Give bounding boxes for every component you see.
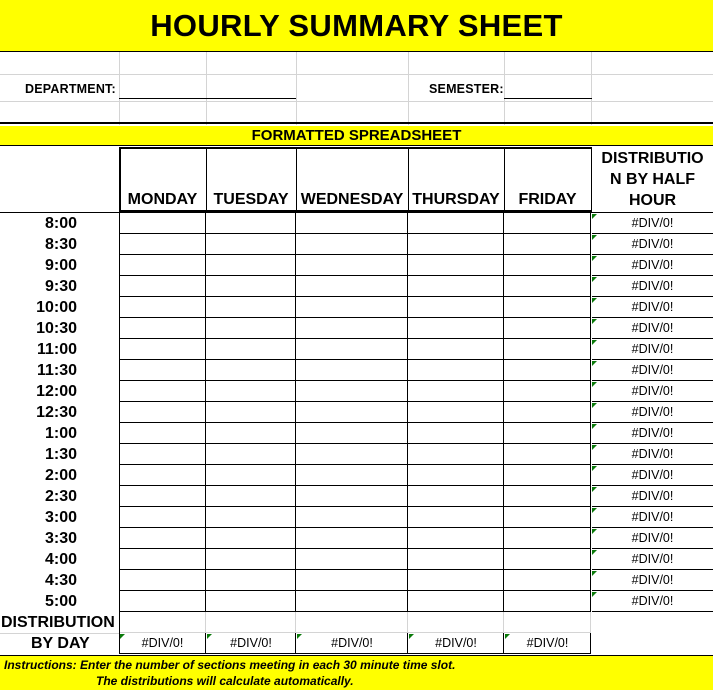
entry-cell-tuesday[interactable] — [206, 234, 296, 255]
time-label: 10:00 — [36, 299, 77, 316]
entry-cell-thursday[interactable] — [408, 255, 504, 276]
entry-cell-thursday[interactable] — [408, 444, 504, 465]
entry-cell-tuesday[interactable] — [206, 528, 296, 549]
entry-cell-thursday[interactable] — [408, 276, 504, 297]
time-label: 10:30 — [36, 320, 77, 337]
distribution-by-day-label-1: DISTRIBUTION — [1, 614, 115, 631]
entry-cell-thursday[interactable] — [408, 570, 504, 591]
entry-cell-thursday[interactable] — [408, 465, 504, 486]
distribution-by-day-label-2: BY DAY — [31, 635, 90, 652]
entry-cell-monday[interactable] — [119, 465, 206, 486]
department-label: DEPARTMENT: — [25, 82, 116, 96]
entry-cell-monday[interactable] — [119, 255, 206, 276]
instructions-band — [0, 655, 713, 690]
entry-cell-thursday[interactable] — [408, 591, 504, 612]
entry-cell-tuesday[interactable] — [206, 318, 296, 339]
entry-cell-tuesday[interactable] — [206, 276, 296, 297]
entry-cell-friday[interactable] — [504, 402, 591, 423]
entry-cell-monday[interactable] — [119, 507, 206, 528]
half-hour-distribution-value: #DIV/0! — [631, 300, 674, 314]
entry-cell-thursday[interactable] — [408, 423, 504, 444]
entry-cell-tuesday[interactable] — [206, 213, 296, 234]
entry-cell-friday[interactable] — [504, 339, 591, 360]
entry-cell-monday[interactable] — [119, 213, 206, 234]
entry-cell-wednesday[interactable] — [296, 381, 408, 402]
half-hour-distribution-value: #DIV/0! — [631, 552, 674, 566]
entry-cell-monday[interactable] — [119, 297, 206, 318]
sheet-title: HOURLY SUMMARY SHEET — [0, 0, 713, 52]
entry-cell-tuesday[interactable] — [206, 381, 296, 402]
half-hour-distribution-value: #DIV/0! — [631, 426, 674, 440]
entry-cell-wednesday[interactable] — [296, 507, 408, 528]
half-hour-distribution-value: #DIV/0! — [631, 594, 674, 608]
entry-cell-tuesday[interactable] — [206, 507, 296, 528]
entry-cell-tuesday[interactable] — [206, 339, 296, 360]
entry-cell-thursday[interactable] — [408, 486, 504, 507]
instructions-line-2: The distributions will calculate automatically. — [96, 674, 354, 688]
entry-cell-thursday[interactable] — [408, 318, 504, 339]
entry-cell-friday[interactable] — [504, 570, 591, 591]
entry-cell-wednesday[interactable] — [296, 528, 408, 549]
entry-cell-thursday[interactable] — [408, 381, 504, 402]
entry-cell-tuesday[interactable] — [206, 570, 296, 591]
half-hour-distribution-value: #DIV/0! — [631, 447, 674, 461]
entry-cell-wednesday[interactable] — [296, 570, 408, 591]
half-hour-distribution-value: #DIV/0! — [631, 321, 674, 335]
entry-cell-wednesday[interactable] — [296, 213, 408, 234]
semester-field[interactable] — [504, 98, 592, 99]
entry-cell-wednesday[interactable] — [296, 234, 408, 255]
entry-cell-tuesday[interactable] — [206, 549, 296, 570]
time-label: 11:30 — [36, 362, 77, 379]
entry-cell-monday[interactable] — [119, 444, 206, 465]
semester-label: SEMESTER: — [429, 82, 504, 96]
entry-cell-friday[interactable] — [504, 318, 591, 339]
entry-cell-friday[interactable] — [504, 255, 591, 276]
entry-cell-wednesday[interactable] — [296, 444, 408, 465]
entry-cell-thursday[interactable] — [408, 234, 504, 255]
entry-cell-thursday[interactable] — [408, 360, 504, 381]
day-header-tuesday: TUESDAY — [213, 191, 289, 208]
time-label: 8:00 — [44, 215, 77, 232]
entry-cell-tuesday[interactable] — [206, 465, 296, 486]
entry-cell-friday[interactable] — [504, 486, 591, 507]
entry-cell-wednesday[interactable] — [296, 423, 408, 444]
entry-cell-wednesday[interactable] — [296, 318, 408, 339]
entry-cell-friday[interactable] — [504, 276, 591, 297]
entry-cell-friday[interactable] — [504, 591, 591, 612]
entry-cell-thursday[interactable] — [408, 213, 504, 234]
entry-cell-monday[interactable] — [119, 381, 206, 402]
entry-cell-tuesday[interactable] — [206, 255, 296, 276]
entry-cell-friday[interactable] — [504, 549, 591, 570]
entry-cell-tuesday[interactable] — [206, 402, 296, 423]
half-hour-distribution-value: #DIV/0! — [631, 279, 674, 293]
day-distribution-value: #DIV/0! — [141, 636, 184, 650]
entry-cell-friday[interactable] — [504, 423, 591, 444]
half-hour-distribution-value: #DIV/0! — [631, 573, 674, 587]
day-header-thursday: THURSDAY — [412, 191, 500, 208]
distribution-spacer-cell — [119, 612, 206, 633]
distribution-header-line: DISTRIBUTIO — [601, 150, 704, 167]
entry-cell-wednesday[interactable] — [296, 402, 408, 423]
day-header-friday: FRIDAY — [518, 191, 577, 208]
entry-cell-thursday[interactable] — [408, 528, 504, 549]
entry-cell-monday[interactable] — [119, 423, 206, 444]
entry-cell-wednesday[interactable] — [296, 276, 408, 297]
half-hour-distribution-value: #DIV/0! — [631, 363, 674, 377]
distribution-header-line: N BY HALF — [609, 171, 696, 188]
entry-cell-thursday[interactable] — [408, 339, 504, 360]
time-label: 3:30 — [44, 530, 77, 547]
entry-cell-monday[interactable] — [119, 234, 206, 255]
entry-cell-tuesday[interactable] — [206, 591, 296, 612]
entry-cell-thursday[interactable] — [408, 549, 504, 570]
entry-cell-monday[interactable] — [119, 570, 206, 591]
entry-cell-tuesday[interactable] — [206, 486, 296, 507]
half-hour-distribution-value: #DIV/0! — [631, 468, 674, 482]
distribution-spacer-cell — [296, 612, 408, 633]
entry-cell-friday[interactable] — [504, 465, 591, 486]
day-header-wednesday: WEDNESDAY — [300, 191, 404, 208]
day-header-monday: MONDAY — [127, 191, 198, 208]
entry-cell-tuesday[interactable] — [206, 297, 296, 318]
entry-cell-friday[interactable] — [504, 444, 591, 465]
entry-cell-wednesday[interactable] — [296, 255, 408, 276]
distribution-spacer-cell — [504, 612, 591, 633]
entry-cell-monday[interactable] — [119, 318, 206, 339]
distribution-spacer-cell — [408, 612, 504, 633]
entry-cell-monday[interactable] — [119, 591, 206, 612]
entry-cell-friday[interactable] — [504, 528, 591, 549]
entry-cell-friday[interactable] — [504, 234, 591, 255]
half-hour-distribution-value: #DIV/0! — [631, 216, 674, 230]
time-label: 8:30 — [44, 236, 77, 253]
entry-cell-friday[interactable] — [504, 213, 591, 234]
half-hour-distribution-value: #DIV/0! — [631, 258, 674, 272]
label-divider — [0, 633, 119, 634]
day-distribution-value: #DIV/0! — [331, 636, 373, 650]
half-hour-distribution-value: #DIV/0! — [631, 405, 674, 419]
entry-cell-monday[interactable] — [119, 276, 206, 297]
entry-cell-wednesday[interactable] — [296, 465, 408, 486]
distribution-half-hour-header — [592, 147, 713, 212]
time-label: 9:00 — [44, 257, 77, 274]
distribution-spacer-cell — [206, 612, 296, 633]
time-label: 12:00 — [36, 383, 77, 400]
half-hour-distribution-value: #DIV/0! — [631, 531, 674, 545]
entry-cell-thursday[interactable] — [408, 507, 504, 528]
entry-cell-tuesday[interactable] — [206, 444, 296, 465]
formatted-spreadsheet-banner: FORMATTED SPREADSHEET — [0, 126, 713, 146]
half-hour-distribution-value: #DIV/0! — [631, 489, 674, 503]
half-hour-distribution-value: #DIV/0! — [631, 237, 674, 251]
entry-cell-wednesday[interactable] — [296, 297, 408, 318]
entry-cell-monday[interactable] — [119, 549, 206, 570]
bottom-left-rule — [119, 612, 120, 654]
entry-cell-wednesday[interactable] — [296, 549, 408, 570]
entry-cell-friday[interactable] — [504, 507, 591, 528]
day-distribution-value: #DIV/0! — [230, 636, 272, 650]
half-hour-distribution-value: #DIV/0! — [631, 510, 674, 524]
day-distribution-value: #DIV/0! — [435, 636, 477, 650]
distribution-divider — [591, 147, 592, 212]
time-label: 4:00 — [44, 551, 77, 568]
entry-cell-friday[interactable] — [504, 381, 591, 402]
instructions-line-1: Instructions: Enter the number of sections meeting in each 30 minute time slot. — [4, 658, 456, 672]
entry-cell-wednesday[interactable] — [296, 486, 408, 507]
entry-cell-wednesday[interactable] — [296, 360, 408, 381]
entry-cell-friday[interactable] — [504, 297, 591, 318]
time-label: 12:30 — [36, 404, 77, 421]
entry-cell-friday[interactable] — [504, 360, 591, 381]
time-label: 3:00 — [44, 509, 77, 526]
half-hour-distribution-value: #DIV/0! — [631, 342, 674, 356]
time-label: 11:00 — [36, 341, 77, 358]
entry-cell-monday[interactable] — [119, 402, 206, 423]
time-label: 1:30 — [44, 446, 77, 463]
distribution-header-line: HOUR — [628, 192, 677, 209]
time-label: 1:00 — [44, 425, 77, 442]
department-field[interactable] — [119, 98, 296, 99]
entry-cell-monday[interactable] — [119, 360, 206, 381]
time-label: 2:00 — [44, 467, 77, 484]
entry-cell-monday[interactable] — [119, 528, 206, 549]
time-label: 5:00 — [44, 593, 77, 610]
half-hour-distribution-value: #DIV/0! — [631, 384, 674, 398]
time-label: 9:30 — [44, 278, 77, 295]
entry-cell-monday[interactable] — [119, 339, 206, 360]
entry-cell-thursday[interactable] — [408, 402, 504, 423]
entry-cell-monday[interactable] — [119, 486, 206, 507]
entry-cell-thursday[interactable] — [408, 297, 504, 318]
entry-cell-tuesday[interactable] — [206, 360, 296, 381]
entry-cell-tuesday[interactable] — [206, 423, 296, 444]
entry-cell-wednesday[interactable] — [296, 591, 408, 612]
time-label: 2:30 — [44, 488, 77, 505]
day-distribution-value: #DIV/0! — [526, 636, 569, 650]
time-label: 4:30 — [44, 572, 77, 589]
entry-cell-wednesday[interactable] — [296, 339, 408, 360]
